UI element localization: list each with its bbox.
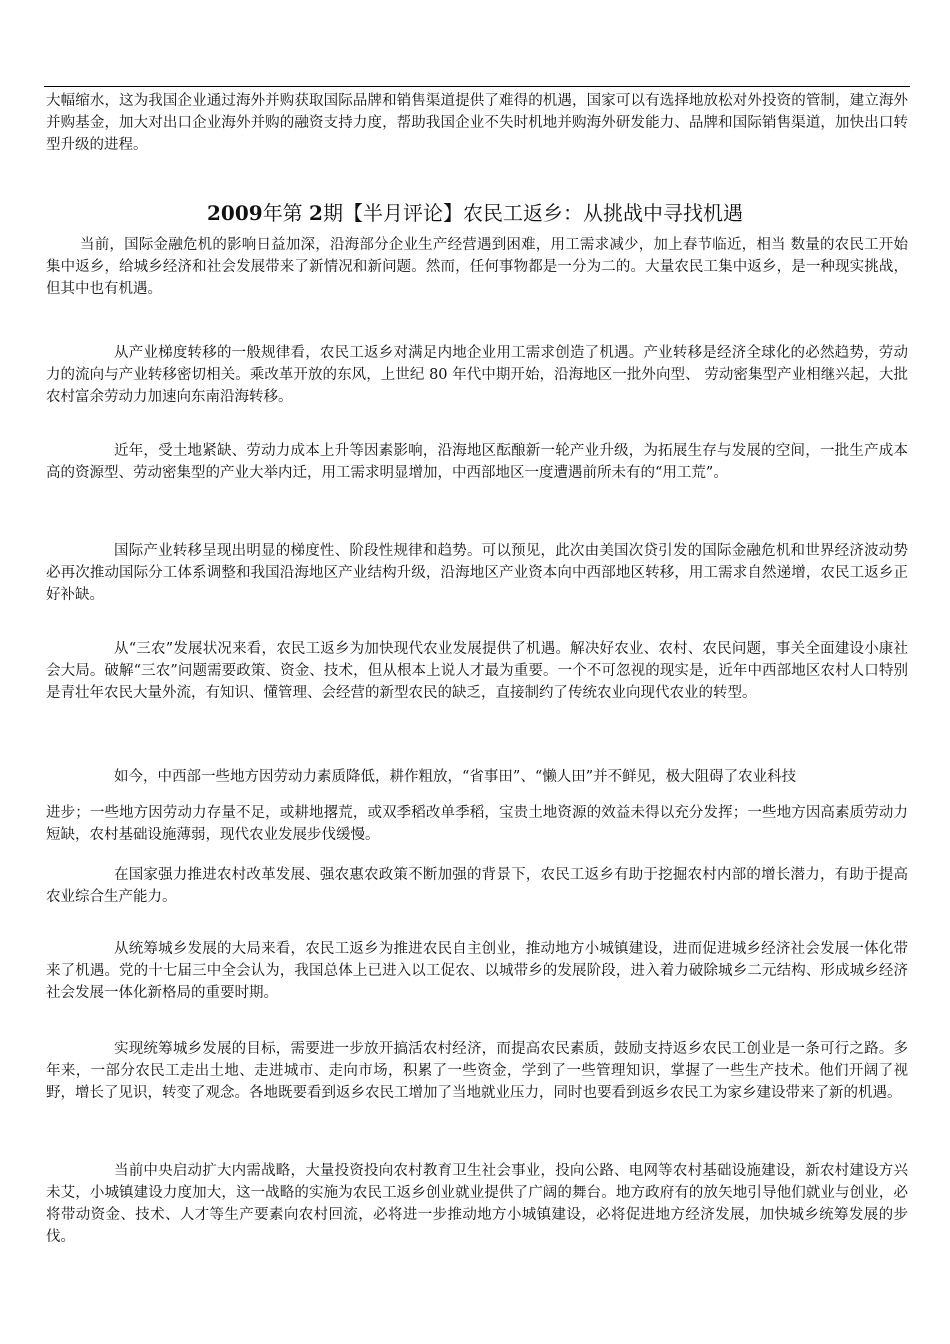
paragraph-sannong: 从“三农”发展状况来看，农民工返乡为加快现代农业发展提供了机遇。解决好农业、农村、农民问题，事关全面建设小康社会大局。破解“三农”问题需要政策、资金、技术，但从根本上说人才最为重要。一个不可忽视的现实是，近年中西部地区农村人口特别是青壮年农民大量外流，有知识、懂管理、会经营的新型农民的缺乏，直接制约了传统农业向现代农业的转型。: [46, 641, 908, 701]
continued-paragraph: 大幅缩水，这为我国企业通过海外并购获取国际品牌和销售渠道提供了难得的机遇，国家可以有选择地放松对外投资的管制，建立海外并购基金，加大对出口企业海外并购的融资支持力度，帮助我国企业不失时机地并购海外研发能力、品牌和国际销售渠道，加快出口转型升级的进程。: [46, 93, 908, 153]
paragraph-urban-rural: 从统筹城乡发展的大局来看，农民工返乡为推进农民自主创业，推动地方小城镇建设，进而促进城乡经济社会发展一体化带来了机遇。党的十七届三中全会认为，我国总体上已进入以工促农、以城带乡的发展阶段，进入着力破除城乡二元结构、形成城乡经济社会发展一体化新格局的重要时期。: [46, 941, 908, 1001]
paragraph-recent-years: 近年，受土地紧缺、劳动力成本上升等因素影响，沿海地区酝酿新一轮产业升级，为拓展生存与发展的空间，一批生产成本高的资源型、劳动密集型的产业大举内迁，用工需求明显增加，中西部地区一度遭遇前所未有的“用工荒”。: [46, 443, 908, 481]
title-mid: 年第: [262, 201, 303, 225]
paragraph-nowadays: 如今，中西部一些地方因劳动力素质降低，耕作粗放，“省事田”、“懒人田”并不鲜见，极大阻碍了农业科技: [114, 769, 797, 785]
article-title: [0, 198, 950, 228]
paragraph-industry-transfer: 从产业梯度转移的一般规律看，农民工返乡对满足内地企业用工需求创造了机遇。产业转移是经济全球化的必然趋势，劳动力的流向与产业转移密切相关。乘改革开放的东风，上世纪 80 年代中期开始，沿海地区一批外向型、 劳动密集型产业相继兴起，大批农村富余劳动力加速向东南沿海转移。: [46, 345, 908, 405]
paragraph-intro: 当前，国际金融危机的影响日益加深，沿海部分企业生产经营遇到困难，用工需求减少，加上春节临近，相当 数量的农民工开始集中返乡，给城乡经济和社会发展带来了新情况和新问题。然而，任何事物都是一分为二的。大量农民工集中返乡，是一种现实挑战，但其中也有机遇。: [46, 237, 908, 297]
title-rest: 期【半月评论】农民工返乡：从挑战中寻找机遇: [322, 201, 743, 225]
header-rule: [44, 86, 910, 87]
paragraph-international-transfer: 国际产业转移呈现出明显的梯度性、阶段性规律和趋势。可以预见，此次由美国次贷引发的国际金融危机和世界经济波动势必再次推动国际分工体系调整和我国沿海地区产业结构升级，沿海地区产业资本向中西部地区转移，用工需求自然递增，农民工返乡正好补缺。: [46, 543, 908, 603]
paragraph-reform-background: 在国家强力推进农村改革发展、强农惠农政策不断加强的背景下，农民工返乡有助于挖掘农村内部的增长潜力，有助于提高农业综合生产能力。: [46, 867, 908, 905]
paragraph-nowadays-continued: 进步；一些地方因劳动力存量不足，或耕地撂荒，或双季稻改单季稻，宝贵土地资源的效益未得以充分发挥；一些地方因高素质劳动力短缺，农村基础设施薄弱，现代农业发展步伐缓慢。: [46, 805, 908, 843]
title-year: 2009: [207, 201, 263, 225]
paragraph-coordinated-goal: 实现统筹城乡发展的目标，需要进一步放开搞活农村经济，而提高农民素质，鼓励支持返乡农民工创业是一条可行之路。多年来，一部分农民工走出土地、走进城市、走向市场，积累了一些资金，学到了一些管理知识，掌握了一些生产技术。他们开阔了视野，增长了见识，转变了观念。各地既要看到返乡农民工增加了当地就业压力，同时也要看到返乡农民工为家乡建设带来了新的机遇。: [46, 1041, 908, 1101]
title-issue: 2: [309, 201, 323, 225]
paragraph-domestic-demand: 当前中央启动扩大内需战略，大量投资投向农村教育卫生社会事业，投向公路、电网等农村基础设施建设，新农村建设方兴未艾，小城镇建设力度加大，这一战略的实施为农民工返乡创业就业提供了广阔的舞台。地方政府有的放矢地引导他们就业与创业，必将带动资金、技术、人才等生产要素向农村回流，必将进一步推动地方小城镇建设，必将促进地方经济发展，加快城乡统筹发展的步伐。: [46, 1163, 908, 1245]
